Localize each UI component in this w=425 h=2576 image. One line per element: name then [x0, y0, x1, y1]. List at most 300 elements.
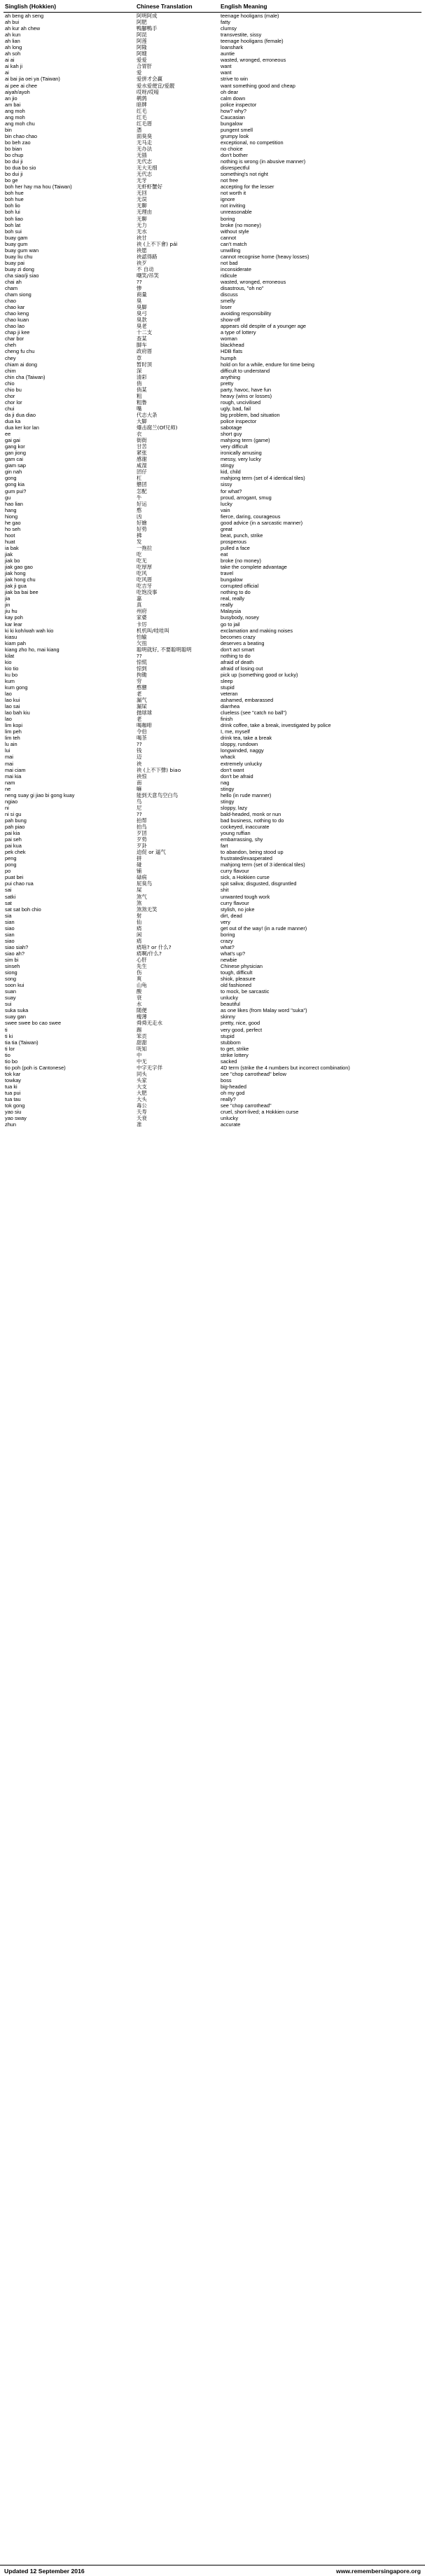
- cell-english: Caucasian: [221, 113, 245, 120]
- cell-english: a type of lottery: [221, 329, 256, 336]
- cell-chinese: 煞气: [137, 893, 147, 900]
- cell-chinese: 政府厝: [137, 348, 153, 355]
- cell-english: pretty, nice, good: [221, 1020, 260, 1027]
- cell-english: police inspector: [221, 101, 257, 108]
- cell-singlish: siao ah?: [5, 950, 25, 957]
- table-row: [4, 576, 421, 583]
- table-row: [4, 1052, 421, 1058]
- cell-chinese: 痟啥? or 什么?: [137, 943, 172, 950]
- cell-english: don't be afraid: [221, 773, 253, 780]
- table-row: [4, 747, 421, 754]
- cell-singlish: bo beh zao: [5, 139, 31, 146]
- cell-singlish: pah bung: [5, 817, 27, 824]
- cell-singlish: lao kui: [5, 697, 20, 704]
- cell-english: don't act smart: [221, 646, 255, 653]
- table-row: [4, 83, 421, 89]
- cell-english: old fashioned: [221, 982, 251, 989]
- cell-singlish: he gao: [5, 519, 21, 526]
- cell-singlish: bo dui ji: [5, 158, 23, 165]
- cell-english: what's up?: [221, 950, 246, 957]
- cell-english: good advice (in a sarcastic manner): [221, 519, 303, 526]
- cell-singlish: sat sat boh chio: [5, 906, 41, 913]
- cell-chinese: 十二支: [137, 329, 153, 336]
- table-row: [4, 1096, 421, 1102]
- cell-chinese: 杠: [137, 475, 142, 482]
- cell-english: for what?: [221, 487, 242, 494]
- table-row: [4, 932, 421, 938]
- column-header-singlish: Singlish (Hokkien): [4, 2, 135, 13]
- cell-chinese: 鸟: [137, 798, 142, 805]
- cell-chinese: 好运: [137, 500, 147, 507]
- cell-english: nag: [221, 779, 230, 786]
- cell-singlish: gam cai: [5, 456, 23, 463]
- cell-chinese: 臭款: [137, 317, 147, 324]
- cell-chinese: 俏: [137, 380, 142, 387]
- cell-singlish: zhun: [5, 1121, 17, 1128]
- cell-english: afraid of losing out: [221, 665, 263, 672]
- cell-english: ignore: [221, 196, 235, 203]
- cell-chinese: 吃风厝: [137, 576, 153, 583]
- cell-english: shit: [221, 887, 229, 894]
- cell-chinese: 准: [137, 1121, 142, 1128]
- cell-singlish: tio bo: [5, 1058, 18, 1065]
- cell-english: something's not right: [221, 171, 268, 178]
- cell-english: party, havoc, have fun: [221, 386, 272, 393]
- cell-english: beat, punch, strike: [221, 532, 263, 539]
- cell-english: oh dear: [221, 88, 239, 95]
- cell-singlish: bo dui ji: [5, 171, 23, 178]
- cell-singlish: gin nah: [5, 469, 22, 476]
- cell-singlish: ku bo: [5, 671, 18, 678]
- cell-singlish: dua ka: [5, 418, 21, 424]
- cell-english: calm down: [221, 95, 246, 102]
- table-row: [4, 805, 421, 811]
- table-row: [4, 108, 421, 114]
- table-row: [4, 380, 421, 387]
- cell-chinese: ??: [137, 278, 142, 285]
- cell-singlish: ti lor: [5, 1045, 15, 1052]
- cell-singlish: ni si gu: [5, 810, 22, 817]
- cell-singlish: chio: [5, 380, 15, 387]
- table-row: [4, 767, 421, 773]
- table-row: [4, 761, 421, 767]
- cell-english: sloppy, rundown: [221, 741, 258, 748]
- cell-singlish: tio: [5, 1051, 11, 1058]
- cell-english: ironically amusing: [221, 450, 262, 457]
- cell-singlish: kay poh: [5, 614, 23, 621]
- cell-chinese: 草: [137, 354, 142, 361]
- cell-chinese: 吃无: [137, 558, 147, 565]
- cell-english: curry flavour: [221, 868, 249, 875]
- cell-english: sleep: [221, 677, 233, 684]
- cell-chinese: 好势: [137, 525, 147, 532]
- table-row: [4, 792, 421, 798]
- cell-singlish: chim: [5, 367, 16, 374]
- cell-english: to abandon, being stood up: [221, 849, 284, 856]
- cell-chinese: 家婆: [137, 614, 147, 621]
- cell-english: no choice: [221, 145, 243, 152]
- cell-chinese: 机机叫/哇哇叫: [137, 627, 169, 634]
- cell-singlish: cheng fu chu: [5, 348, 35, 355]
- table-row: [4, 279, 421, 285]
- cell-chinese: 伤: [137, 969, 142, 976]
- cell-english: accepting for the lesser: [221, 183, 274, 191]
- cell-chinese: 真: [137, 602, 142, 609]
- cell-chinese: 憨戆: [137, 684, 147, 691]
- cell-english: clumsy: [221, 25, 237, 32]
- table-row: [4, 532, 421, 539]
- cell-singlish: lim kopi: [5, 722, 23, 729]
- cell-chinese: 无代志: [137, 171, 153, 178]
- cell-chinese: 大脚: [137, 418, 147, 424]
- cell-singlish: jiak hong: [5, 570, 26, 577]
- table-row: [4, 241, 421, 247]
- cell-chinese: 阿隆: [137, 44, 147, 51]
- cell-chinese: 老: [137, 691, 142, 698]
- cell-singlish: tua tau: [5, 1096, 21, 1103]
- table-row: [4, 127, 421, 133]
- cell-english: boring: [221, 931, 235, 938]
- table-row: [4, 653, 421, 659]
- cell-english: proud, arrogant, smug: [221, 494, 272, 501]
- table-row: [4, 437, 421, 443]
- cell-singlish: sui: [5, 1001, 12, 1008]
- table-row: [4, 285, 421, 291]
- cell-singlish: lui: [5, 747, 11, 754]
- cell-english: not bad: [221, 259, 238, 266]
- cell-chinese: 无插: [137, 152, 147, 159]
- cell-singlish: sia: [5, 912, 12, 919]
- cell-english: vain: [221, 506, 230, 513]
- cell-chinese: 拍帮: [137, 817, 147, 824]
- cell-singlish: kar lear: [5, 621, 22, 628]
- cell-english: boring: [221, 215, 235, 222]
- table-row: [4, 855, 421, 861]
- cell-chinese: 拼: [137, 855, 142, 862]
- cell-singlish: lim peh: [5, 728, 22, 735]
- cell-singlish: yao siu: [5, 1109, 22, 1116]
- table-row: [4, 355, 421, 361]
- cell-english: whack: [221, 754, 235, 761]
- table-row: [4, 139, 421, 146]
- cell-english: unreasonable: [221, 209, 252, 216]
- cell-english: auntie: [221, 50, 235, 57]
- table-row: [4, 165, 421, 171]
- cell-singlish: jin: [5, 602, 11, 609]
- cell-chinese: 呒知: [137, 1045, 147, 1052]
- cell-chinese: 屎: [137, 887, 142, 894]
- cell-chinese: 射: [137, 912, 142, 919]
- cell-singlish: ang moh: [5, 113, 25, 120]
- cell-chinese: 哎呀/哎唷: [137, 88, 160, 95]
- cell-singlish: ki ki koh/wah wah kio: [5, 627, 54, 634]
- table-row: [4, 450, 421, 456]
- cell-chinese: 拘锄: [137, 671, 147, 678]
- cell-singlish: mai kia: [5, 773, 22, 780]
- cell-chinese: 无办法: [137, 145, 153, 152]
- cell-chinese: 无误: [137, 196, 147, 203]
- table-row: [4, 183, 421, 190]
- table-row: [4, 1115, 421, 1121]
- cell-chinese: 惨: [137, 285, 142, 292]
- cell-english: bad business, nothing to do: [221, 817, 284, 824]
- table-row: [4, 614, 421, 621]
- cell-chinese: 吃风: [137, 570, 147, 577]
- table-row: [4, 976, 421, 982]
- table-row: [4, 868, 421, 874]
- cell-english: discuss: [221, 291, 238, 298]
- column-header-english: English Meaning: [219, 2, 421, 13]
- table-row: [4, 488, 421, 494]
- cell-chinese: 无力: [137, 221, 147, 228]
- cell-english: I, me, myself: [221, 728, 250, 735]
- table-row: [4, 672, 421, 678]
- cell-english: not free: [221, 177, 239, 184]
- cell-english: fierce, daring, courageous: [221, 513, 281, 520]
- cell-singlish: gong kia: [5, 481, 25, 488]
- cell-english: extremely unlucky: [221, 760, 263, 767]
- cell-singlish: jiak: [5, 550, 13, 558]
- cell-chinese: 憨: [137, 506, 142, 513]
- cell-chinese: 拍鸟: [137, 824, 147, 830]
- cell-singlish: boh her hay ma hou (Taiwan): [5, 183, 72, 191]
- cell-chinese: 红毛: [137, 107, 147, 114]
- cell-singlish: siong: [5, 969, 18, 976]
- footer-website: www.remembersingapore.org: [336, 2567, 421, 2575]
- glossary-table: [4, 2, 421, 1128]
- table-row: [4, 462, 421, 469]
- cell-english: big problem, bad situation: [221, 411, 280, 418]
- cell-english: boss: [221, 1076, 232, 1083]
- table-row: [4, 887, 421, 893]
- cell-chinese: 阿昆: [137, 32, 147, 39]
- cell-chinese: 爱拼才会赢: [137, 76, 162, 83]
- table-row: [4, 329, 421, 335]
- cell-singlish: dua ker kor lan: [5, 424, 39, 431]
- cell-english: teenage hooligans (female): [221, 38, 284, 45]
- cell-singlish: kiasu: [5, 633, 18, 640]
- footer-updated: Updated 12 September 2016: [4, 2567, 85, 2575]
- cell-singlish: sian: [5, 931, 15, 938]
- cell-english: sacked: [221, 1058, 237, 1065]
- cell-english: wasted, wronged, erroneous: [221, 57, 286, 64]
- cell-english: drink tea, take a break: [221, 735, 272, 742]
- cell-chinese: 戆囝: [137, 481, 147, 488]
- cell-english: longwinded, naggy: [221, 747, 264, 754]
- table-row: [4, 969, 421, 976]
- table-row: [4, 152, 421, 158]
- cell-singlish: ang moh: [5, 107, 25, 114]
- table-row: [4, 291, 421, 298]
- cell-english: hold on for a while, endure for time being: [221, 361, 314, 368]
- cell-english: stingy: [221, 785, 235, 792]
- cell-english: ugly, bad, fail: [221, 405, 251, 412]
- cell-english: blackhead: [221, 342, 244, 349]
- cell-chinese: 瘦薄: [137, 1013, 147, 1020]
- cell-english: drink coffee, take a break, investigated by police: [221, 722, 331, 729]
- table-row: [4, 235, 421, 241]
- cell-chinese: 碌病: [137, 874, 147, 881]
- glossary-body: [4, 13, 421, 1128]
- cell-english: veteran: [221, 691, 238, 698]
- cell-singlish: da ji dua diao: [5, 411, 36, 418]
- table-row: [4, 754, 421, 760]
- cell-singlish: pek chek: [5, 849, 26, 856]
- cell-chinese: 心肝: [137, 956, 147, 963]
- cell-english: heavy (wins or losses): [221, 392, 272, 399]
- cell-chinese: 嘲笑/吊笑: [137, 272, 160, 279]
- cell-chinese: 阿肥: [137, 19, 147, 26]
- cell-singlish: sinseh: [5, 963, 20, 970]
- cell-english: skinny: [221, 1013, 235, 1020]
- cell-english: sabotage: [221, 424, 242, 431]
- cell-chinese: 无代志: [137, 158, 153, 165]
- cell-singlish: ho seh: [5, 525, 21, 532]
- cell-english: nothing to do: [221, 652, 251, 659]
- cell-singlish: chao kuan: [5, 317, 29, 324]
- cell-chinese: 一拖拉: [137, 544, 153, 551]
- cell-chinese: 吃吉牙: [137, 583, 153, 590]
- table-row: [4, 551, 421, 558]
- cell-english: fatty: [221, 19, 230, 26]
- table-row: [4, 691, 421, 697]
- cell-english: appears old despite of a younger age: [221, 323, 307, 330]
- table-row: [4, 728, 421, 735]
- cell-singlish: kum gong: [5, 684, 28, 691]
- table-row: [4, 906, 421, 913]
- cell-chinese: 无水: [137, 228, 147, 235]
- cell-singlish: huat: [5, 538, 15, 545]
- table-row: [4, 247, 421, 254]
- cell-chinese: 喝咖啡: [137, 722, 153, 729]
- table-row: [4, 1065, 421, 1071]
- cell-chinese: 清彩: [137, 373, 147, 380]
- cell-singlish: gu: [5, 494, 11, 501]
- cell-singlish: jiak hong chu: [5, 576, 36, 583]
- cell-chinese: 吃厚厚: [137, 564, 153, 571]
- cell-chinese: 先生: [137, 963, 147, 970]
- cell-chinese: 夭寿: [137, 1109, 147, 1116]
- cell-english: nothing is wrong (in abusive manner): [221, 158, 306, 165]
- cell-singlish: siao: [5, 937, 15, 944]
- cell-chinese: 无理由: [137, 209, 153, 216]
- cell-english: real, really: [221, 595, 245, 602]
- cell-english: frustrated/exasperated: [221, 855, 272, 862]
- table-row: [4, 323, 421, 329]
- cell-singlish: ah kur ah chew: [5, 25, 41, 32]
- cell-english: big-headed: [221, 1083, 246, 1090]
- cell-chinese: 面臭臭: [137, 132, 153, 139]
- cell-singlish: pui chao rua: [5, 880, 34, 887]
- table-row: [4, 361, 421, 368]
- cell-english: loanshark: [221, 44, 244, 51]
- cell-english: embarrassing, shy: [221, 836, 263, 843]
- cell-singlish: song: [5, 976, 17, 983]
- cell-chinese: 随便: [137, 1007, 147, 1014]
- cell-english: travel: [221, 570, 234, 577]
- cell-chinese: 商量: [137, 291, 147, 298]
- table-row: [4, 406, 421, 412]
- cell-english: pungent smell: [221, 126, 253, 133]
- table-row: [4, 703, 421, 709]
- table-row: [4, 310, 421, 317]
- cell-english: sloppy, lazy: [221, 804, 248, 811]
- table-row: [4, 811, 421, 817]
- cell-english: loser: [221, 304, 232, 311]
- cell-english: transvestite, sissy: [221, 32, 262, 39]
- cell-chinese: 臭: [137, 298, 142, 305]
- table-row: [4, 659, 421, 665]
- cell-chinese: 不 自动: [137, 265, 154, 272]
- cell-english: tough, difficult: [221, 969, 253, 976]
- table-row: [4, 634, 421, 640]
- cell-singlish: boh sui: [5, 228, 22, 235]
- table-row: [4, 57, 421, 63]
- cell-singlish: tia tia (Taiwan): [5, 1039, 39, 1046]
- cell-english: becomes crazy: [221, 633, 256, 640]
- cell-singlish: pong: [5, 861, 17, 868]
- table-row: [4, 19, 421, 25]
- cell-english: stupid: [221, 1032, 235, 1039]
- cell-chinese: 大头: [137, 1096, 147, 1103]
- cell-singlish: jiak ji gua: [5, 583, 27, 590]
- table-row: [4, 817, 421, 824]
- cell-english: not worth it: [221, 190, 246, 197]
- cell-singlish: tok kar: [5, 1070, 21, 1077]
- table-row: [4, 621, 421, 628]
- cell-singlish: bo bian: [5, 145, 22, 152]
- cell-singlish: lim teh: [5, 735, 20, 742]
- cell-chinese: 臭老: [137, 323, 147, 330]
- cell-english: disrespectful: [221, 165, 250, 172]
- cell-english: don't bother: [221, 152, 248, 159]
- cell-singlish: gong: [5, 475, 17, 482]
- table-row: [4, 919, 421, 925]
- table-row: [4, 387, 421, 393]
- cell-singlish: lao bah kiu: [5, 709, 30, 716]
- cell-singlish: cham siong: [5, 291, 32, 298]
- cell-chinese: 拂: [137, 532, 142, 539]
- cell-chinese: 发: [137, 538, 142, 545]
- cell-chinese: 迫促 or 逼气: [137, 849, 166, 856]
- cell-chinese: 嘉: [137, 595, 142, 602]
- table-row: [4, 216, 421, 222]
- cell-singlish: hang: [5, 506, 17, 513]
- cell-chinese: 爱爱: [137, 57, 147, 64]
- table-row: [4, 342, 421, 348]
- cell-chinese: 欠扭: [137, 639, 147, 646]
- cell-singlish: ah beng ah seng: [5, 13, 44, 19]
- cell-chinese: 痟: [137, 937, 142, 944]
- cell-english: mahjong term (set of 4 identical tiles): [221, 475, 305, 482]
- cell-singlish: suay gan: [5, 1013, 26, 1020]
- cell-singlish: boh hue: [5, 190, 24, 197]
- cell-english: want: [221, 63, 232, 70]
- cell-english: show-off: [221, 317, 240, 324]
- cell-chinese: 鹌鹑: [137, 95, 147, 102]
- cell-singlish: puat bei: [5, 874, 24, 881]
- cell-english: cannot: [221, 234, 237, 241]
- cell-chinese: 屁臭鸟: [137, 880, 153, 887]
- cell-chinese: 无虾虾蟹好: [137, 183, 162, 191]
- table-row: [4, 988, 421, 995]
- cell-english: oh my god: [221, 1089, 245, 1096]
- cell-singlish: bin chao chao: [5, 132, 38, 139]
- cell-chinese: 感谢: [137, 456, 147, 463]
- cell-chinese: 无聊: [137, 215, 147, 222]
- cell-singlish: chey: [5, 354, 16, 361]
- cell-chinese: 大肥: [137, 1089, 147, 1096]
